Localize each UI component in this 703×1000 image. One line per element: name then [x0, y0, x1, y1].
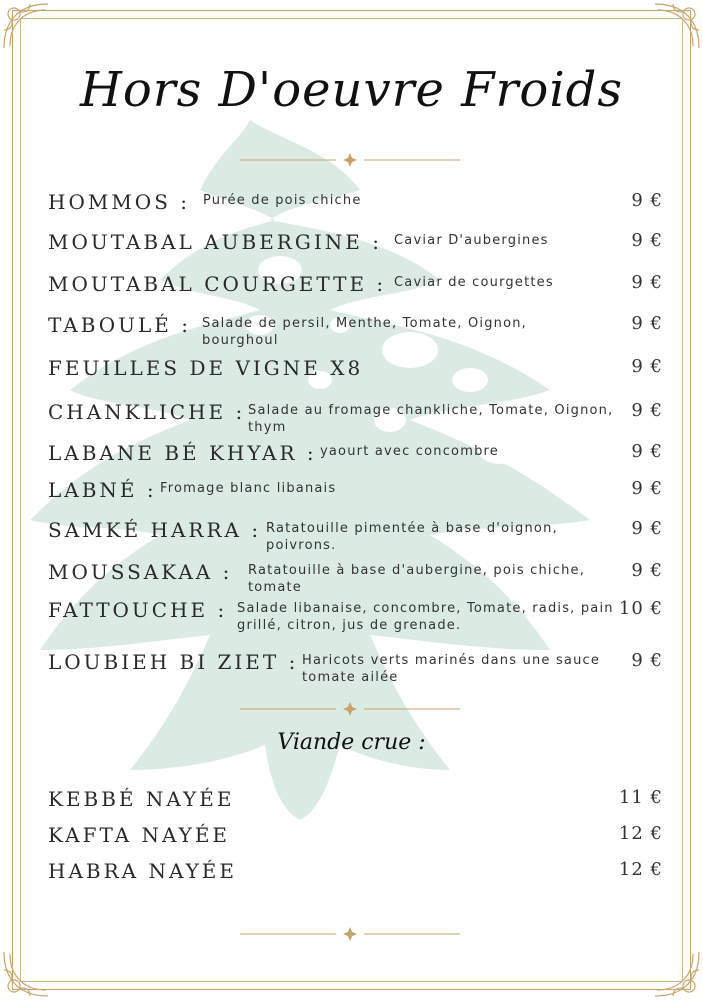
gold-star-divider-icon — [240, 152, 460, 166]
item-name: LABNÉ : — [48, 478, 157, 502]
item-name: MOUSSAKAA : — [48, 560, 233, 584]
item-description: Fromage blanc libanais — [160, 481, 337, 496]
item-name: CHANKLICHE : — [48, 400, 246, 424]
item-name: MOUTABAL AUBERGINE : — [48, 230, 382, 254]
item-description: Caviar D'aubergines — [394, 233, 549, 248]
item-description: Salade au fromage chankliche, Tomate, Oignon, thym — [248, 403, 614, 435]
item-price: 9 € — [631, 518, 663, 539]
item-name: FEUILLES DE VIGNE X8 — [48, 356, 364, 380]
item-name: TABOULÉ : — [48, 313, 191, 337]
item-name: LOUBIEH BI ZIET : — [48, 650, 299, 674]
item-description: Salade de persil, Menthe, Tomate, Oignon, bourghoul — [202, 316, 528, 348]
item-price: 12 € — [618, 823, 663, 844]
item-name: KEBBÉ NAYÉE — [48, 787, 235, 811]
item-name: LABANE BÉ KHYAR : — [48, 441, 317, 465]
gold-star-divider-icon — [240, 701, 460, 715]
item-description: Salade libanaise, concombre, Tomate, radis, pain grillé, citron, jus de grenade. — [237, 601, 614, 633]
item-description: Haricots verts marinés dans une sauce tomate ailée — [302, 653, 601, 685]
item-price: 9 € — [631, 272, 663, 293]
item-name: HOMMOS : — [48, 190, 190, 214]
item-name: HABRA NAYÉE — [48, 859, 237, 883]
item-price: 11 € — [618, 787, 663, 808]
item-name: KAFTA NAYÉE — [48, 823, 231, 847]
gold-star-divider-icon — [240, 926, 460, 940]
item-description: yaourt avec concombre — [320, 444, 499, 459]
item-name: MOUTABAL COURGETTE : — [48, 272, 387, 296]
item-price: 9 € — [631, 650, 663, 671]
item-description: Purée de pois chiche — [203, 193, 362, 208]
item-price: 9 € — [631, 441, 663, 462]
item-price: 9 € — [631, 313, 663, 334]
item-description: Caviar de courgettes — [394, 275, 554, 290]
ornate-corner-icon — [0, 0, 52, 52]
item-name: FATTOUCHE : — [48, 598, 228, 622]
item-price: 12 € — [618, 859, 663, 880]
ornate-corner-icon — [651, 948, 703, 1000]
item-description: Ratatouille pimentée à base d'oignon, poivrons. — [266, 521, 558, 553]
item-price: 9 € — [631, 230, 663, 251]
page-title: Hors D'oeuvre Froids — [79, 62, 624, 118]
ornate-corner-icon — [0, 948, 52, 1000]
section-subtitle: Viande crue : — [277, 730, 426, 755]
item-price: 9 € — [631, 356, 663, 377]
item-price: 10 € — [618, 598, 663, 619]
item-price: 9 € — [631, 400, 663, 421]
item-name: SAMKÉ HARRA : — [48, 518, 262, 542]
item-price: 9 € — [631, 478, 663, 499]
item-price: 9 € — [631, 560, 663, 581]
item-price: 9 € — [631, 190, 663, 211]
ornate-corner-icon — [651, 0, 703, 52]
item-description: Ratatouille à base d'aubergine, pois chiche, tomate — [248, 563, 586, 595]
